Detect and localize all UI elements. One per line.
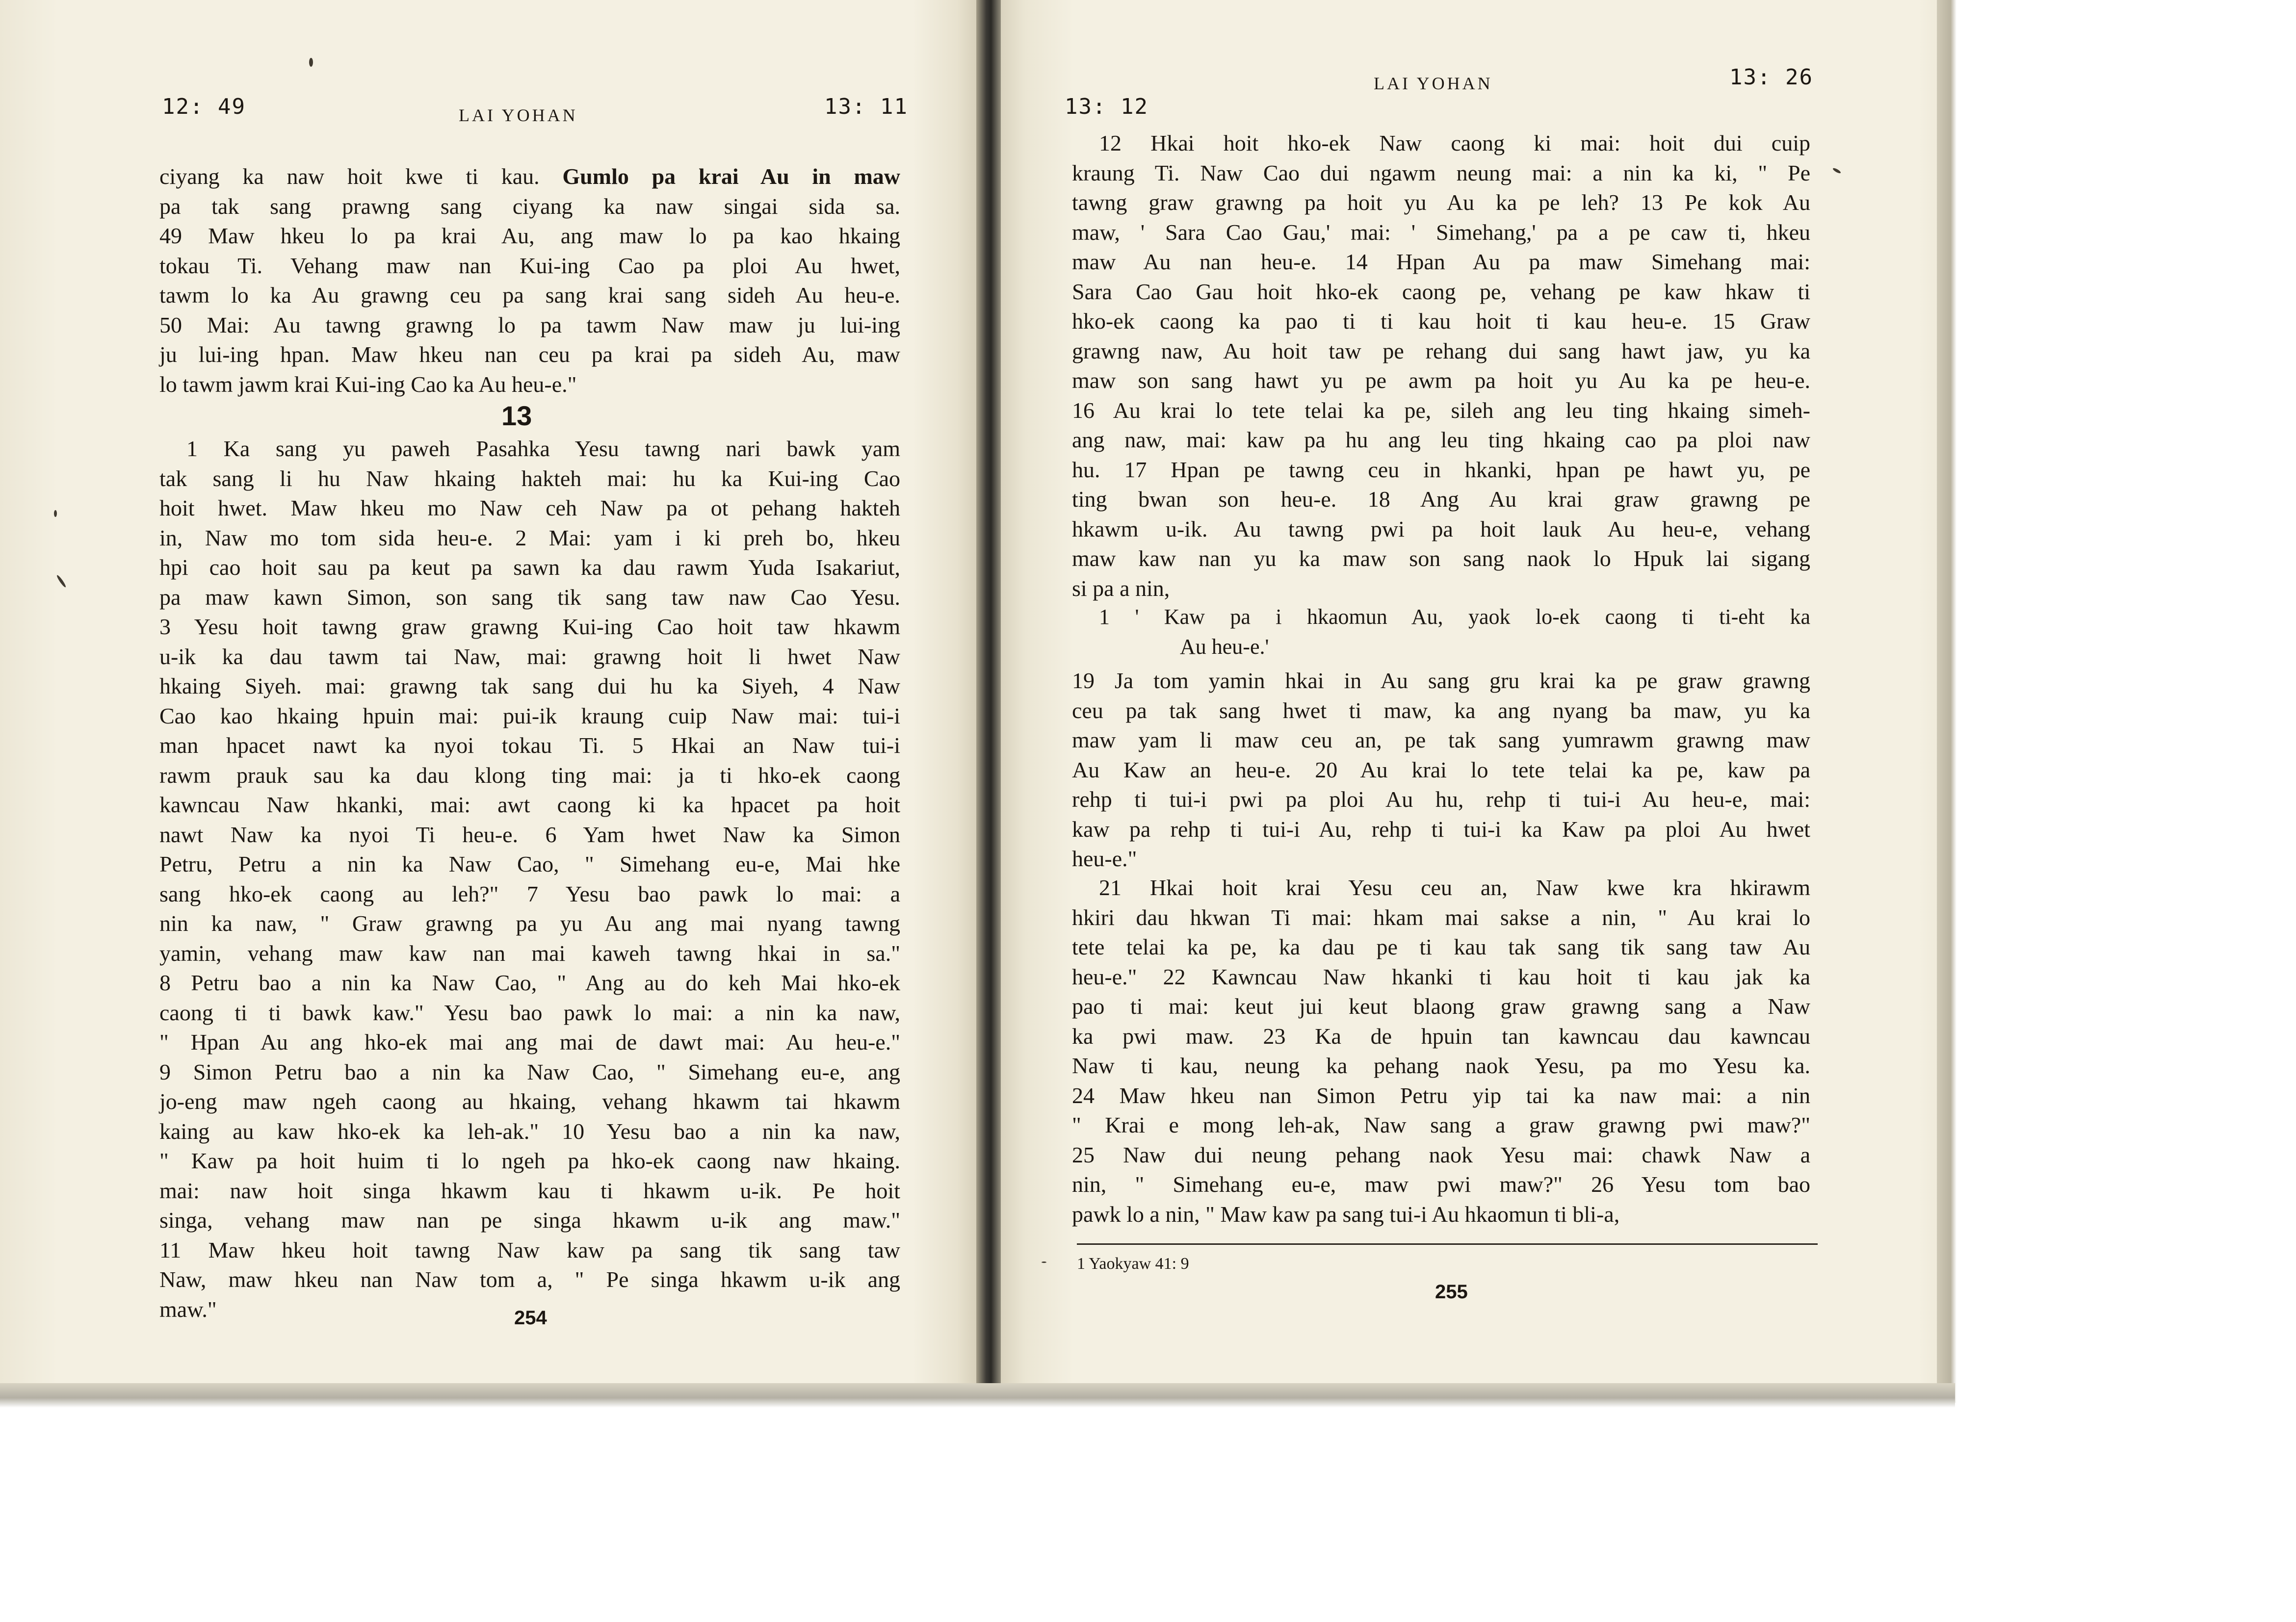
text-line: ting bwan son heu-e. 18 Ang Au krai graw grawng pe xyxy=(1072,487,1810,512)
chapter-number: 13 xyxy=(501,400,532,431)
text-line: rehp ti tui-i pwi pa ploi Au hu, rehp ti tui-i Au heu-e, mai: xyxy=(1072,787,1810,812)
text-line: Au Kaw an heu-e. 20 Au krai lo tete telai ka pe, kaw pa xyxy=(1072,757,1810,782)
footnote: 1 Yaokyaw 41: 9 xyxy=(1077,1255,1189,1273)
right-page-number: 255 xyxy=(1435,1281,1468,1303)
right-page-text-verses-12-18 xyxy=(1072,129,1810,603)
text-line: tawng graw grawng pa hoit yu Au ka pe leh? 13 Pe kok Au xyxy=(1072,190,1810,215)
text-line: lo tawm jawm krai Kui-ing Cao ka Au heu-e." xyxy=(159,371,577,397)
book-gutter xyxy=(976,0,1001,1388)
scan-speck xyxy=(54,510,57,517)
text-line: 8 Petru bao a nin ka Naw Cao, " Ang au do keh Mai hko-ek xyxy=(159,970,900,995)
text-line: hkawm u-ik. Au tawng pwi pa hoit lauk Au heu-e, vehang xyxy=(1072,516,1810,541)
quote-line: Au heu-e.' xyxy=(1180,634,1269,659)
text-line: Naw, maw hkeu nan Naw tom a, " Pe singa hkawm u-ik ang xyxy=(159,1267,900,1292)
text-line: 3 Yesu hoit tawng graw grawng Kui-ing Cao hoit taw hkawm xyxy=(159,614,900,639)
text-line: hkiri dau hkwan Ti mai: hkam mai sakse a nin, " Au krai lo xyxy=(1072,904,1810,930)
text-line: 11 Maw hkeu hoit tawng Naw kaw pa sang tik sang taw xyxy=(159,1237,900,1262)
text-line: " Kaw pa hoit huim ti lo ngeh pa hko-ek caong naw hkaing. xyxy=(159,1148,900,1173)
text-line: 49 Maw hkeu lo pa krai Au, ang maw lo pa kao hkaing xyxy=(159,223,900,248)
text-line: maw yam li maw ceu an, pe tak sang yumrawm grawng maw xyxy=(1072,727,1810,752)
text-line: Sara Cao Gau hoit hko-ek caong pe, vehang pe kaw hkaw ti xyxy=(1072,279,1810,304)
text-line: " Krai e mong leh-ak, Naw sang a graw grawng pwi maw?" xyxy=(1072,1112,1810,1137)
quote-line: 1 ' Kaw pa i hkaomun Au, yaok lo-ek caong ti ti-eht ka xyxy=(1099,605,1810,629)
text-line: grawng naw, Au hoit taw pe rehang dui sang hawt jaw, yu ka xyxy=(1072,338,1810,363)
text-line: pa maw kawn Simon, son sang tik sang taw naw Cao Yesu. xyxy=(159,584,900,610)
text-line: maw kaw nan yu ka maw son sang naok lo Hpuk lai sigang xyxy=(1072,546,1810,571)
text-line: pa tak sang prawng sang ciyang ka naw singai sida sa. xyxy=(159,193,900,219)
right-header-ref-start: 13: 12 xyxy=(1065,94,1148,119)
right-header-ref-end: 13: 26 xyxy=(1729,65,1813,90)
text-line: nin ka naw, " Graw grawng pa yu Au ang mai nyang tawng xyxy=(159,911,900,936)
text-line: rawm prauk sau ka dau klong ting mai: ja ti hko-ek caong xyxy=(159,762,900,788)
text-line: 1 Ka sang yu paweh Pasahka Yesu tawng nari bawk yam xyxy=(186,436,900,461)
text-line: 21 Hkai hoit krai Yesu ceu an, Naw kwe kra hkirawm xyxy=(1099,875,1810,900)
text-line: maw son sang hawt yu pe awm pa hoit yu Au ka pe heu-e. xyxy=(1072,368,1810,393)
left-page-text-continuation xyxy=(159,162,900,399)
text-line: Petru, Petru a nin ka Naw Cao, " Simehang eu-e, Mai hke xyxy=(159,851,900,876)
text-line: yamin, vehang maw kaw nan mai kaweh tawng hkai in sa." xyxy=(159,940,900,966)
text-line: hoit hwet. Maw hkeu mo Naw ceh Naw pa ot pehang hakteh xyxy=(159,495,900,520)
right-page-quote xyxy=(1072,602,1810,662)
left-page xyxy=(0,0,981,1395)
right-page-text-verses-21-26 xyxy=(1072,873,1810,1229)
text-line: " Hpan Au ang hko-ek mai ang mai de dawt mai: Au heu-e." xyxy=(159,1030,900,1055)
text-line: nawt Naw ka nyoi Ti heu-e. 6 Yam hwet Naw ka Simon xyxy=(159,822,900,847)
left-page-text-chapter xyxy=(159,434,900,1324)
text-line: u-ik ka dau tawm tai Naw, mai: grawng hoit li hwet Naw xyxy=(159,644,900,669)
right-page-text-verses-19-20 xyxy=(1072,666,1810,874)
text-line: si pa a nin, xyxy=(1072,575,1170,601)
text-line: ceu pa tak sang hwet ti maw, ka ang nyang ba maw, yu ka xyxy=(1072,697,1810,723)
text-line: sang hko-ek caong au leh?" 7 Yesu bao pawk lo mai: a xyxy=(159,881,900,906)
text-line: Cao kao hkaing hpuin mai: pui-ik kraung cuip Naw mai: tui-i xyxy=(159,703,900,728)
text-line: 9 Simon Petru bao a nin ka Naw Cao, " Simehang eu-e, ang xyxy=(159,1059,900,1084)
text-line: hkaing Siyeh. mai: grawng tak sang dui hu ka Siyeh, 4 Naw xyxy=(159,673,900,698)
left-header-title: LAI YOHAN xyxy=(459,105,578,125)
text-line: 16 Au krai lo tete telai ka pe, sileh ang leu ting hkaing simeh- xyxy=(1072,397,1810,423)
text-line: man hpacet nawt ka nyoi tokau Ti. 5 Hkai an Naw tui-i xyxy=(159,733,900,758)
text-line: in, Naw mo tom sida heu-e. 2 Mai: yam i ki preh bo, hkeu xyxy=(159,525,900,550)
text-line: hu. 17 Hpan pe tawng ceu in hkanki, hpan pe hawt yu, pe xyxy=(1072,457,1810,482)
text-line: pawk lo a nin, " Maw kaw pa sang tui-i Au hkaomun ti bli-a, xyxy=(1072,1201,1620,1227)
text-line: 24 Maw hkeu nan Simon Petru yip tai ka naw mai: a nin xyxy=(1072,1082,1810,1108)
text-line: pao ti mai: keut jui keut blaong graw grawng sang a Naw xyxy=(1072,994,1810,1019)
text-line: caong ti ti bawk kaw." Yesu bao pawk lo mai: a nin ka naw, xyxy=(159,1000,900,1025)
footnote-rule xyxy=(1077,1243,1818,1245)
text-line: tak sang li hu Naw hkaing hakteh mai: hu ka Kui-ing Cao xyxy=(159,465,900,491)
text-line: kraung Ti. Naw Cao dui ngawm neung mai: a nin ka ki, " Pe xyxy=(1072,160,1810,185)
text-line: mai: naw hoit singa hkawm kau ti hkawm u-ik. Pe hoit xyxy=(159,1178,900,1203)
text-line: nin, " Simehang eu-e, maw pwi maw?" 26 Yesu tom bao xyxy=(1072,1172,1810,1197)
page-edge xyxy=(1937,0,1957,1403)
left-header-ref-start: 12: 49 xyxy=(162,94,246,119)
text-line: maw." xyxy=(159,1296,217,1322)
emphasis-text: Gumlo pa krai Au in maw xyxy=(562,164,901,189)
text-line: hko-ek caong ka pao ti ti kau hoit ti kau heu-e. 15 Graw xyxy=(1072,309,1810,334)
text-line: jo-eng maw ngeh caong au hkaing, vehang hkawm tai hkawm xyxy=(159,1089,900,1114)
text-line: tawm lo ka Au grawng ceu pa sang krai sang sideh Au heu-e. xyxy=(159,283,900,308)
scan-speck xyxy=(1042,1262,1046,1263)
text-line: kaing au kaw hko-ek ka leh-ak." 10 Yesu bao a nin ka naw, xyxy=(159,1118,900,1144)
text-line: ju lui-ing hpan. Maw hkeu nan ceu pa krai pa sideh Au, maw xyxy=(159,342,900,367)
text-line: tokau Ti. Vehang maw nan Kui-ing Cao pa ploi Au hwet, xyxy=(159,253,900,278)
text-line: 50 Mai: Au tawng grawng lo pa tawm Naw maw ju lui-ing xyxy=(159,312,900,337)
left-header-ref-end: 13: 11 xyxy=(824,94,908,119)
left-page-number: 254 xyxy=(514,1307,547,1329)
text-line: maw Au nan heu-e. 14 Hpan Au pa maw Simehang mai: xyxy=(1072,249,1810,274)
text-line: Naw ti kau, neung ka pehang naok Yesu, pa mo Yesu ka. xyxy=(1072,1053,1810,1078)
text-line: 12 Hkai hoit hko-ek Naw caong ki mai: hoit dui cuip xyxy=(1099,130,1810,155)
right-header-title: LAI YOHAN xyxy=(1374,74,1493,93)
text-line: heu-e." xyxy=(1072,846,1137,871)
text-line: singa, vehang maw nan pe singa hkawm u-ik ang maw." xyxy=(159,1208,900,1233)
text-line: 19 Ja tom yamin hkai in Au sang gru krai ka pe graw grawng xyxy=(1072,668,1810,693)
text-line: hpi cao hoit sau pa keut pa sawn ka dau rawm Yuda Isakariut, xyxy=(159,555,900,580)
text-line: tete telai ka pe, ka dau pe ti kau tak sang tik sang taw Au xyxy=(1072,934,1810,959)
text-line: heu-e." 22 Kawncau Naw hkanki ti kau hoit ti kau jak ka xyxy=(1072,964,1810,989)
text-line: maw, ' Sara Cao Gau,' mai: ' Simehang,' pa a pe caw ti, hkeu xyxy=(1072,219,1810,245)
text-line: ang naw, mai: kaw pa hu ang leu ting hkaing cao pa ploi naw xyxy=(1072,427,1810,452)
scan-speck xyxy=(309,58,313,67)
text-line: 25 Naw dui neung pehang naok Yesu mai: chawk Naw a xyxy=(1072,1142,1810,1167)
text-line: kaw pa rehp ti tui-i Au, rehp ti tui-i ka Kaw pa ploi Au hwet xyxy=(1072,816,1810,842)
text-line: ciyang ka naw hoit kwe ti kau. Gumlo pa krai Au in maw xyxy=(159,164,901,189)
text-line: ka pwi maw. 23 Ka de hpuin tan kawncau dau kawncau xyxy=(1072,1023,1810,1049)
text-line: kawncau Naw hkanki, mai: awt caong ki ka hpacet pa hoit xyxy=(159,792,900,817)
page-bottom-edge xyxy=(0,1383,1955,1408)
